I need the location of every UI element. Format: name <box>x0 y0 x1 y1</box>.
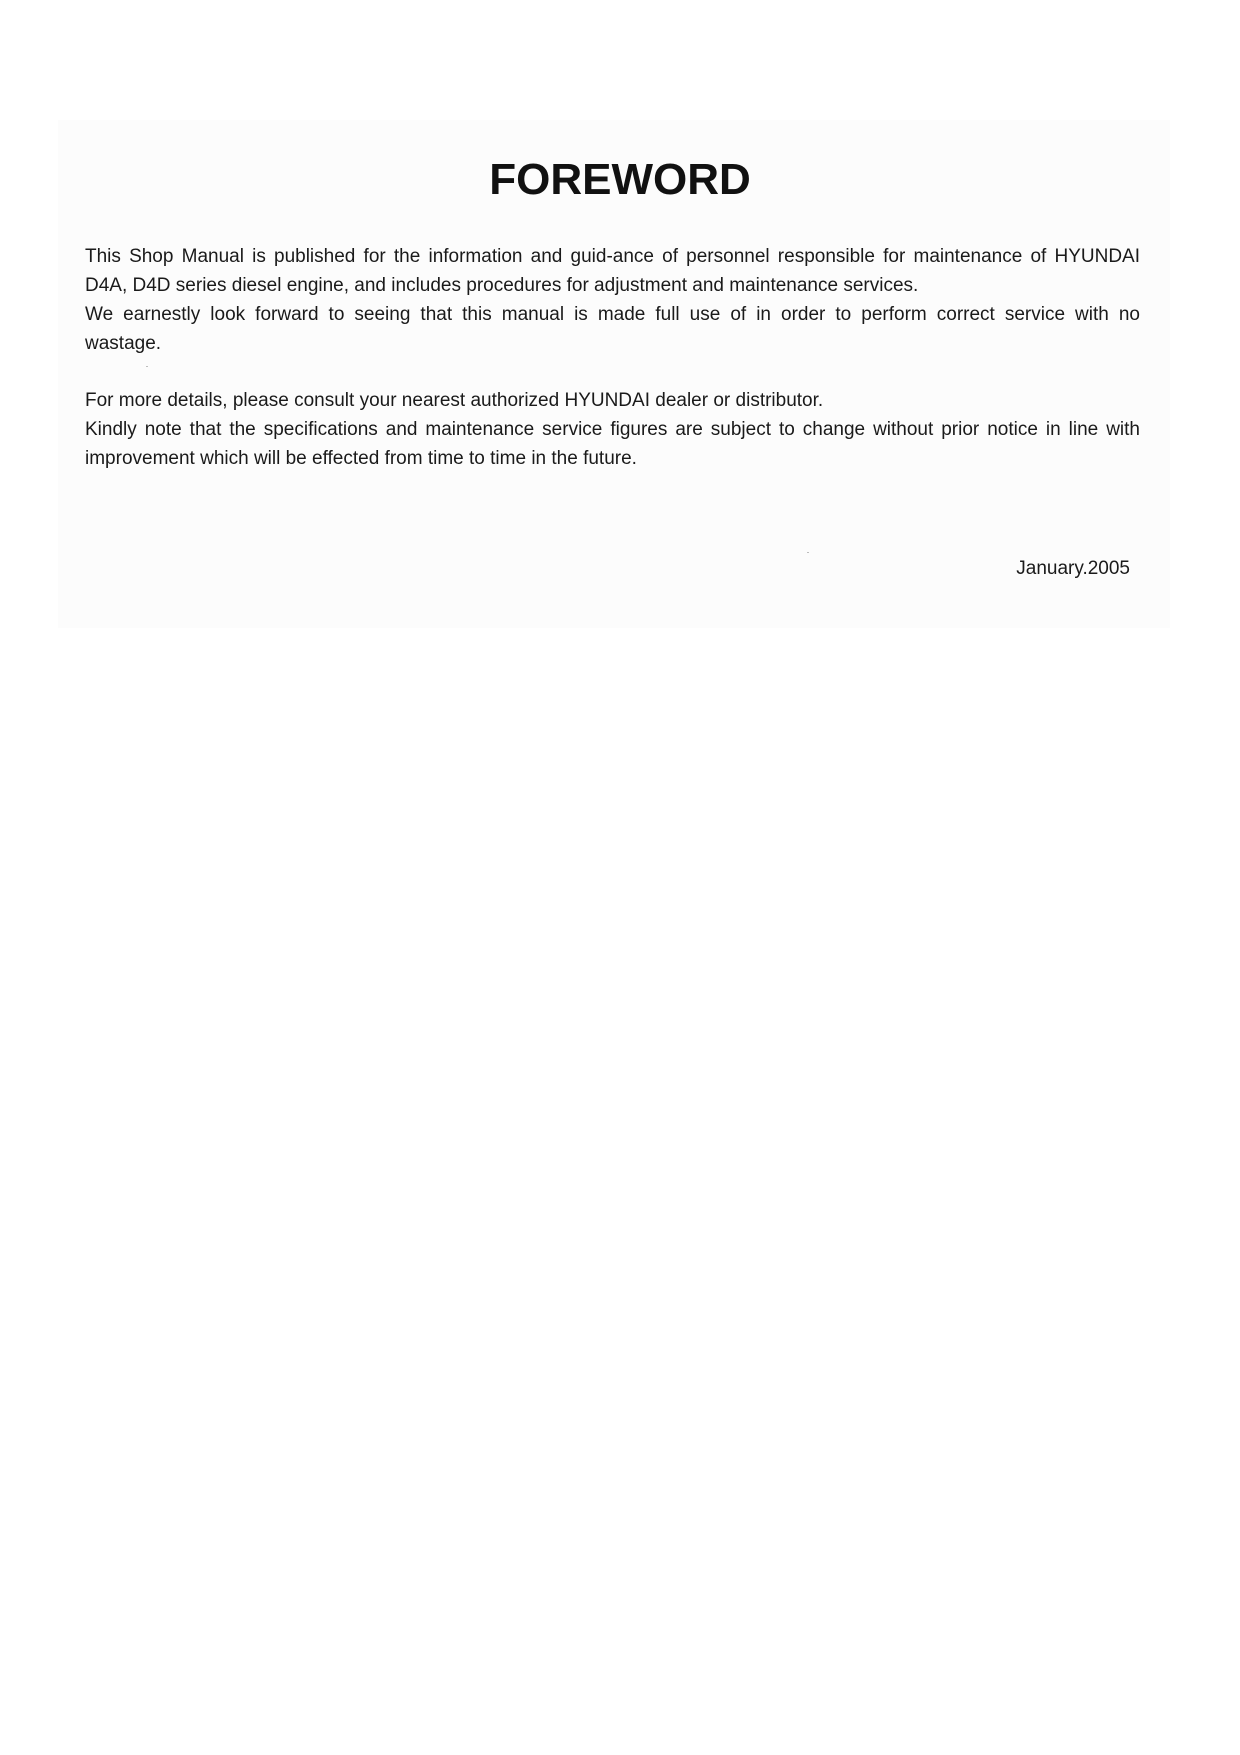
paragraph-2-line-2: Kindly note that the specifications and maintenance service figures are subject to change without prior notice in line with <box>85 419 1140 440</box>
paragraph-2-line-3: improvement which will be effected from time to time in the future. <box>85 448 637 469</box>
paragraph-2-line-1: For more details, please consult your nearest authorized HYUNDAI dealer or distributor. <box>85 390 824 411</box>
publication-date: January.2005 <box>1016 558 1130 579</box>
page-title: FOREWORD <box>489 155 751 204</box>
foreword-paragraph-1 <box>85 242 1140 358</box>
paragraph-1-line-4: wastage. <box>85 333 162 354</box>
paragraph-1-line-3: We earnestly look forward to seeing that this manual is made full use of in order to perform correct service with no <box>85 304 1140 325</box>
scan-speck <box>146 366 148 367</box>
paragraph-1-line-2: D4A, D4D series diesel engine, and includes procedures for adjustment and maintenance services. <box>85 275 919 296</box>
scan-speck <box>807 552 809 553</box>
paragraph-1-line-1: This Shop Manual is published for the information and guid-ance of personnel responsible for maintenance of HYUNDAI <box>85 246 1140 267</box>
foreword-paragraph-2 <box>85 386 1140 473</box>
